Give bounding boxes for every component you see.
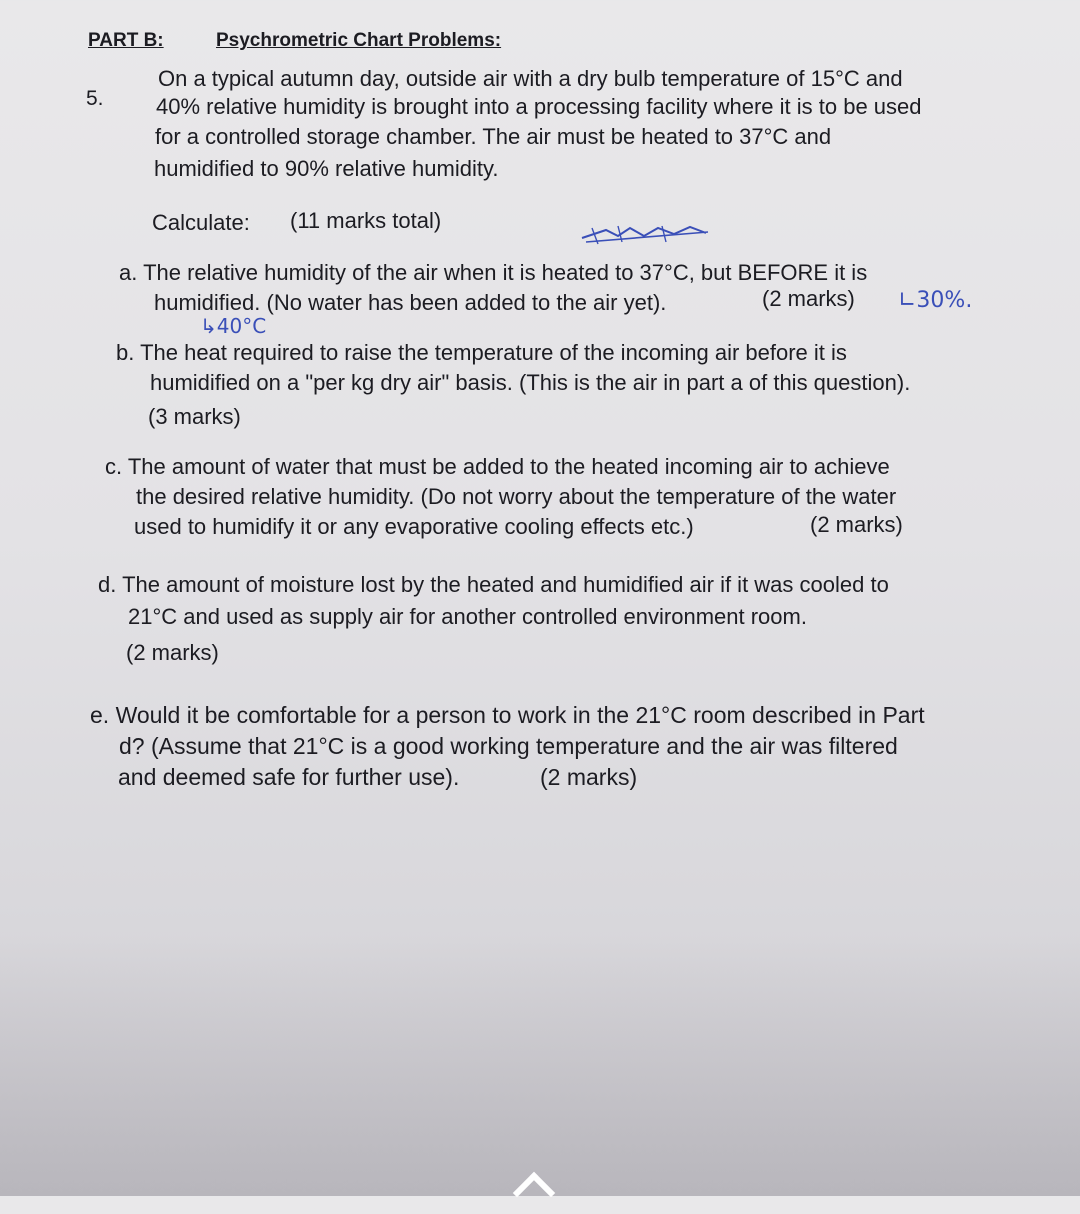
part-c-line-3: used to humidify it or any evaporative cooling effects etc.)	[134, 514, 694, 539]
part-d-line-3: (2 marks)	[126, 640, 219, 665]
question-intro-line-2: 40% relative humidity is brought into a processing facility where it is to be used	[156, 94, 922, 119]
question-intro-line-3: for a controlled storage chamber. The air must be heated to 37°C and	[155, 124, 832, 149]
part-c-line-1: c. The amount of water that must be added to the heated incoming air to achieve	[105, 454, 890, 479]
part-e-line-1: e. Would it be comfortable for a person to work in the 21°C room described in Part	[90, 702, 925, 728]
part-b-line-3: (3 marks)	[148, 404, 241, 429]
scribble-mark	[578, 222, 728, 248]
part-b-line-2: humidified on a "per kg dry air" basis. (This is the air in part a of this question).	[150, 370, 911, 395]
part-a-line-2: humidified. (No water has been added to the air yet).	[154, 290, 667, 315]
question-intro-line-1: On a typical autumn day, outside air with a dry bulb temperature of 15°C and	[158, 66, 903, 91]
part-b-line-1: b. The heat required to raise the temperature of the incoming air before it is	[116, 340, 847, 365]
part-label: PART B:	[88, 30, 164, 51]
question-number: 5.	[86, 87, 104, 110]
total-marks: (11 marks total)	[290, 208, 442, 233]
page-shadow	[0, 936, 1080, 1196]
part-c-marks: (2 marks)	[810, 512, 903, 537]
calculate-label: Calculate:	[152, 210, 250, 235]
question-intro-line-4: humidified to 90% relative humidity.	[154, 156, 499, 181]
part-c-line-2: the desired relative humidity. (Do not worry about the temperature of the water	[136, 484, 897, 509]
part-e-line-2: d? (Assume that 21°C is a good working temperature and the air was filtered	[119, 733, 898, 759]
handwritten-annotation-below: ↳40°C	[200, 314, 267, 338]
part-a-line-1: a. The relative humidity of the air when it is heated to 37°C, but BEFORE it is	[119, 260, 868, 285]
part-e-marks: (2 marks)	[540, 764, 638, 790]
part-d-line-1: d. The amount of moisture lost by the heated and humidified air if it was cooled to	[98, 572, 889, 597]
part-title: Psychrometric Chart Problems:	[216, 30, 502, 51]
part-e-line-3: and deemed safe for further use).	[118, 764, 460, 790]
part-d-line-2: 21°C and used as supply air for another controlled environment room.	[128, 604, 807, 629]
handwritten-annotation-right: ∟30%.	[898, 288, 973, 313]
part-a-marks: (2 marks)	[762, 286, 855, 311]
